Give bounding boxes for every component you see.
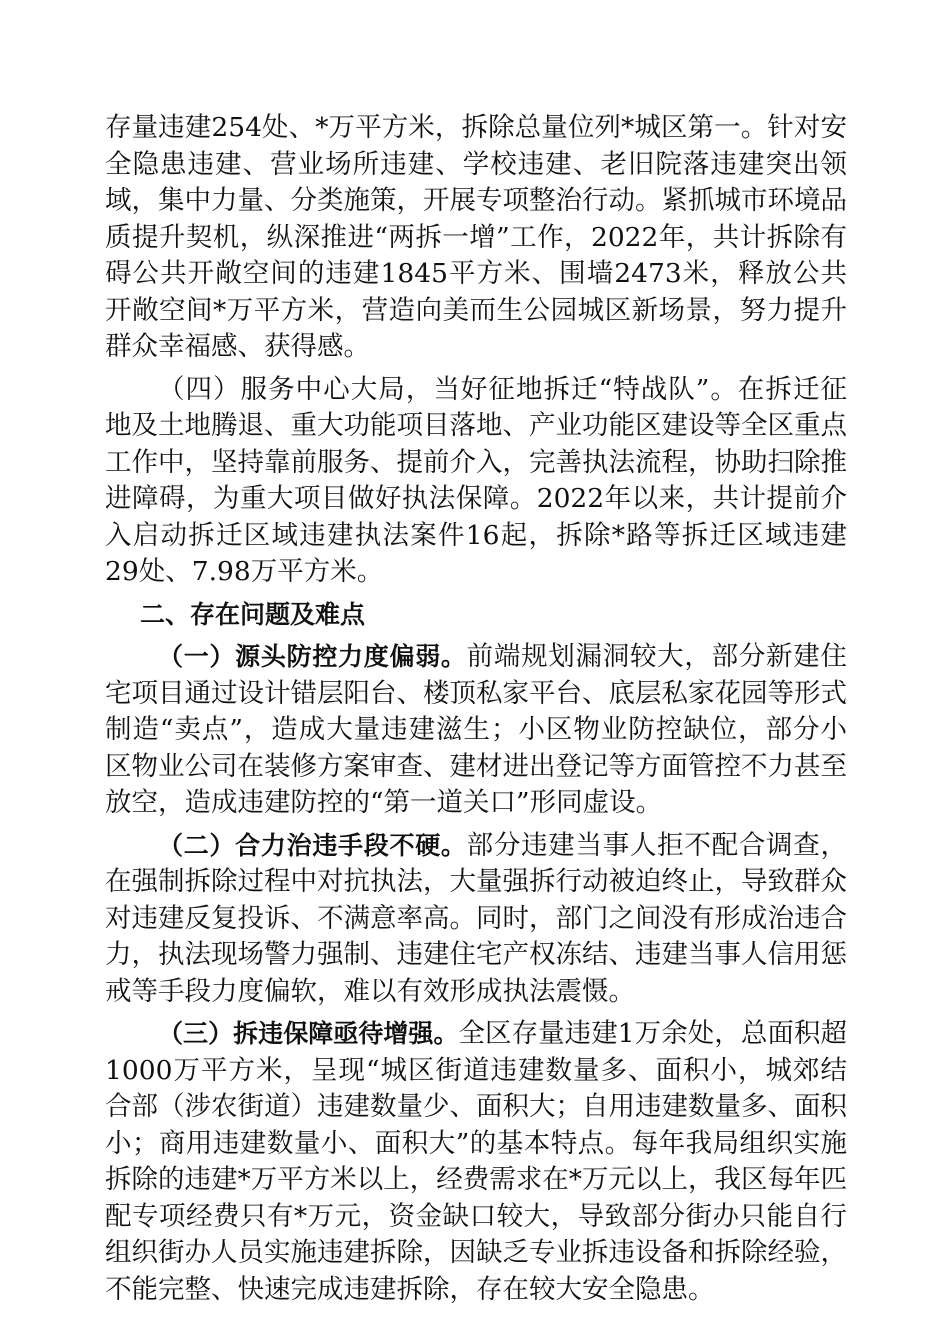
issue-lead: （一）源头防控力度偏弱。: [158, 642, 467, 671]
issue-lead: （三）拆违保障亟待增强。: [158, 1019, 459, 1048]
issue-lead: （二）合力治违手段不硬。: [158, 830, 467, 860]
issue-text: 全区存量违建1万余处，总面积超1000万平方米，呈现“城区街道违建数量多、面积小，城郊结合部（涉农街道）违建数量少、面积大；自用违建数量多、面积小；商用违建数量小、面积大”的基本特点。每年我局组织实施拆除的违建*万平方米以上，经费需求在*万元以上，我区每年匹配专项经费只有*万元，资金缺口较大，导致部分街办只能自行组织街办人员实施违建拆除，因缺乏专业拆违设备和拆除经验，不能完整、快速完成违建拆除，存在较大安全隐患。: [105, 1018, 847, 1305]
issue-paragraph-3: [105, 1016, 847, 1308]
issue-text: 前端规划漏洞较大，部分新建住宅项目通过设计错层阳台、楼顶私家平台、底层私家花园等形式制造“卖点”，造成大量违建滋生；小区物业防控缺位，部分小区物业公司在装修方案审查、建材进出登记等方面管控不力甚至放空，造成违建防控的“第一道关口”形同虚设。: [105, 641, 847, 818]
paragraph-land-acquisition: [105, 372, 847, 591]
document-body: [105, 110, 847, 1314]
section-heading: 二、存在问题及难点: [140, 599, 366, 629]
issue-paragraph-2: [105, 828, 847, 1011]
issue-paragraph-1: [105, 639, 847, 822]
paragraph-demolition-stats: [105, 110, 847, 366]
paragraph-text: （四）服务中心大局，当好征地拆迁“特战队”。在拆迁征地及土地腾退、重大功能项目落地、产业功能区建设等全区重点工作中，坚持靠前服务、提前介入，完善执法流程，协助扫除推进障碍，为重大项目做好执法保障。2022年以来，共计提前介入启动拆迁区域违建执法案件16起，拆除*路等拆迁区域违建29处、7.98万平方米。: [105, 373, 847, 587]
issue-text: 部分违建当事人拒不配合调查，在强制拆除过程中对抗执法，大量强拆行动被迫终止，导致群众对违建反复投诉、不满意率高。同时，部门之间没有形成治违合力，执法现场警力强制、违建住宅产权冻结、违建当事人信用惩戒等手段力度偏软，难以有效形成执法震慑。: [105, 829, 847, 1007]
paragraph-text: 存量违建254处、*万平方米，拆除总量位列*城区第一。针对安全隐患违建、营业场所违建、学校违建、老旧院落违建突出领域，集中力量、分类施策，开展专项整治行动。紧抓城市环境品质提升契机，纵深推进“两拆一增”工作，2022年，共计拆除有碍公共开敞空间的违建1845平方米、围墙2473米，释放公共开敞空间*万平方米，营造向美而生公园城区新场景，努力提升群众幸福感、获得感。: [105, 112, 847, 362]
